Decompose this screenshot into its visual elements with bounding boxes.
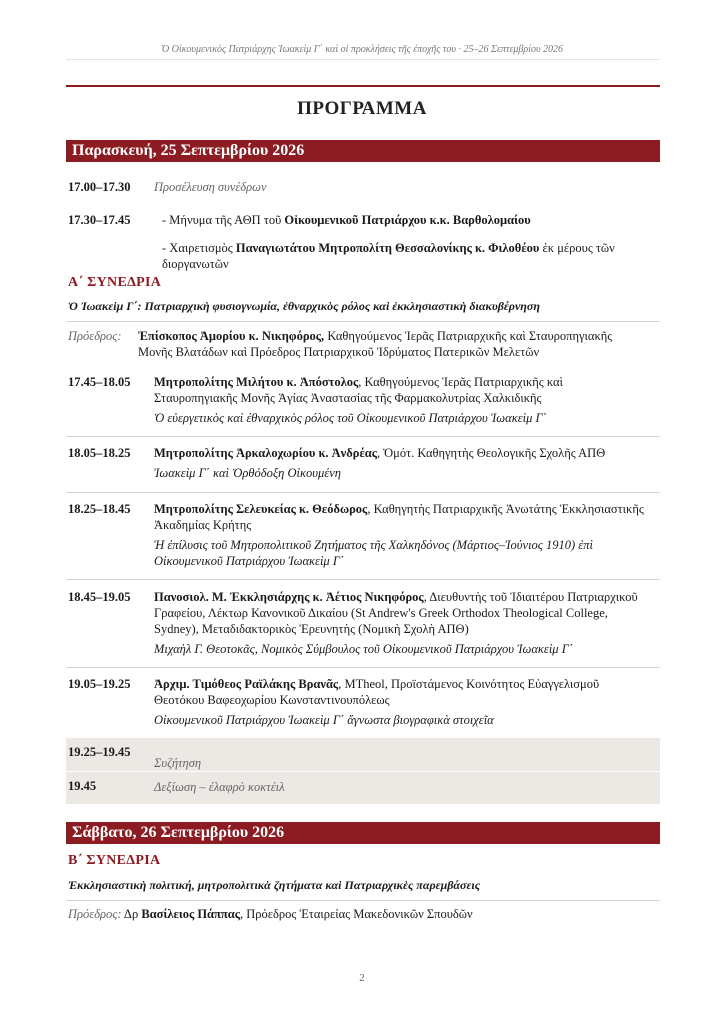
talk-topic: Μιχαὴλ Γ. Θεοτοκᾶς, Νομικὸς Σύμβουλος τοῦ Οἰκουμενικοῦ Πατριάρχου Ἰωακεὶμ Γ΄: [154, 642, 573, 656]
talk-speaker: Ἀρχιμ. Τιμόθεος Ραϊλάκης Βρανᾶς, MTheol, Προϊστάμενος Κοινότητος Εὐαγγελισμοῦ: [154, 677, 600, 691]
chair-label: Πρόεδρος:: [68, 907, 122, 921]
talk-topic: Ἡ ἐπίλυσις τοῦ Μητροπολιτικοῦ Ζητήματος τῆς Χαλκηδόνος (Μάρτιος–Ἰούνιος 1910) ἐπὶ: [154, 538, 593, 552]
talk-speaker: Μητροπολίτης Μιλήτου κ. Ἀπόστολος, Καθηγούμενος Ἱερᾶς Πατριαρχικῆς καὶ: [154, 375, 563, 389]
reception-time: 19.45: [68, 779, 97, 793]
opening-greeting-cont: διοργανωτῶν: [162, 257, 229, 271]
divider: [66, 667, 660, 668]
divider: [66, 436, 660, 437]
running-header: Ὁ Οἰκουμενικὸς Πατριάρχης Ἰωακεὶμ Γ΄ καὶ οἱ προκλήσεις τῆς ἐποχῆς του · 25–26 Σεπτεμβρίου 2026: [160, 44, 564, 55]
talk-affiliation-cont: Sydney), Μεταδιδακτορικὸς Ἐρευνητὴς (Νομικὴ Σχολὴ ΑΠΘ): [154, 622, 469, 636]
talk-time: 18.05–18.25: [68, 446, 131, 460]
session-a-title: Α΄ ΣΥΝΕΔΡΙΑ: [68, 275, 162, 290]
talk-speaker: Μητροπολίτης Ἀρκαλοχωρίου κ. Ἀνδρέας, Ὁμότ. Καθηγητὴς Θεολογικῆς Σχολῆς ΑΠΘ: [154, 446, 606, 460]
talk-topic: Οἰκουμενικοῦ Πατριάρχου Ἰωακεὶμ Γ΄ ἄγνωστα βιογραφικὰ στοιχεῖα: [154, 713, 494, 727]
session-b-title: Β΄ ΣΥΝΕΔΡΙΑ: [68, 853, 161, 868]
day1-band: Παρασκευή, 25 Σεπτεμβρίου 2026: [66, 140, 660, 162]
reception-text: Δεξίωση – ἐλαφρὸ κοκτέιλ: [154, 780, 285, 794]
session-b-theme: Ἐκκλησιαστικὴ πολιτική, μητροπολιτικὰ ζητήματα καὶ Πατριαρχικὲς παρεμβάσεις: [68, 878, 481, 892]
arrival-time: 17.00–17.30: [68, 180, 131, 194]
talk-speaker: Πανοσιολ. Μ. Ἐκκλησιάρχης κ. Ἀέτιος Νικηφόρος, Διευθυντὴς τοῦ Ἰδιαιτέρου Πατριαρχικοῦ: [154, 590, 638, 604]
talk-topic-cont: Οἰκουμενικοῦ Πατριάρχου Ἰωακεὶμ Γ΄: [154, 554, 345, 568]
day2-band: Σάββατο, 26 Σεπτεμβρίου 2026: [66, 822, 660, 844]
header-divider: [66, 59, 660, 60]
talk-affiliation: Ἀκαδημίας Κρήτης: [154, 518, 252, 532]
opening-greeting: - Χαιρετισμὸς Παναγιωτάτου Μητροπολίτη Θεσσαλονίκης κ. Φιλοθέου ἐκ μέρους τῶν: [162, 241, 615, 255]
divider: [66, 492, 660, 493]
talk-time: 19.05–19.25: [68, 677, 131, 691]
session-b-chair: Πρόεδρος: Δρ Βασίλειος Πάππας, Πρόεδρος Ἑταιρείας Μακεδονικῶν Σπουδῶν: [68, 907, 473, 921]
opening-message: - Μήνυμα τῆς ΑΘΠ τοῦ Οἰκουμενικοῦ Πατριάρχου κ.κ. Βαρθολομαίου: [162, 213, 531, 227]
opening-time: 17.30–17.45: [68, 213, 131, 227]
patriarch-name: Οἰκουμενικοῦ Πατριάρχου κ.κ. Βαρθολομαίου: [284, 213, 531, 227]
divider: [66, 900, 660, 901]
divider: [66, 321, 660, 322]
discussion-time: 19.25–19.45: [68, 745, 131, 759]
talk-time: 17.45–18.05: [68, 375, 131, 389]
talk-speaker: Μητροπολίτης Σελευκείας κ. Θεόδωρος, Καθηγητὴς Πατριαρχικῆς Ἀνωτάτης Ἐκκλησιαστικῆς: [154, 502, 644, 516]
title-rule: [66, 85, 660, 87]
talk-time: 18.45–19.05: [68, 590, 131, 604]
discussion-text: Συζήτηση: [154, 756, 202, 770]
page-title: ΠΡΟΓΡΑΜΜΑ: [297, 98, 427, 119]
divider: [66, 579, 660, 580]
talk-affiliation: Σταυροπηγιακῆς Μονῆς Ἁγίας Ἀναστασίας τῆς Φαρμακολυτρίας Χαλκιδικῆς: [154, 391, 542, 405]
talk-affiliation: Θεοτόκου Βαφεοχωρίου Κωνσταντινουπόλεως: [154, 693, 390, 707]
session-a-chair: Ἐπίσκοπος Ἀμορίου κ. Νικηφόρος, Καθηγούμενος Ἱερᾶς Πατριαρχικῆς καὶ Σταυροπηγιακῆς: [138, 329, 613, 343]
page-number: 2: [359, 972, 365, 984]
arrival-text: Προσέλευση συνέδρων: [154, 180, 267, 194]
metropolitan-name: Παναγιωτάτου Μητροπολίτη Θεσσαλονίκης κ. Φιλοθέου: [235, 241, 540, 255]
talk-time: 18.25–18.45: [68, 502, 131, 516]
talk-topic: Ὁ εὐεργετικὸς καὶ ἐθναρχικὸς ρόλος τοῦ Οἰκουμενικοῦ Πατριάρχου Ἰωακεὶμ Γ΄: [154, 411, 547, 425]
session-a-theme: Ὁ Ἰωακεὶμ Γ΄: Πατριαρχικὴ φυσιογνωμία, ἐθναρχικὸς ρόλος καὶ ἐκκλησιαστικὴ διακυβέρνηση: [68, 299, 540, 313]
talk-topic: Ἰωακεὶμ Γ΄ καὶ Ὀρθόδοξη Οἰκουμένη: [154, 466, 341, 480]
talk-affiliation: Γραφείου, Λέκτωρ Κανονικοῦ Δικαίου (St Andrew's Greek Orthodox Theological College,: [154, 606, 608, 620]
session-a-chair-cont: Μονῆς Βλατάδων καὶ Πρόεδρος Πατριαρχικοῦ Ἱδρύματος Πατερικῶν Μελετῶν: [138, 345, 540, 359]
chair-label: Πρόεδρος:: [68, 329, 122, 343]
